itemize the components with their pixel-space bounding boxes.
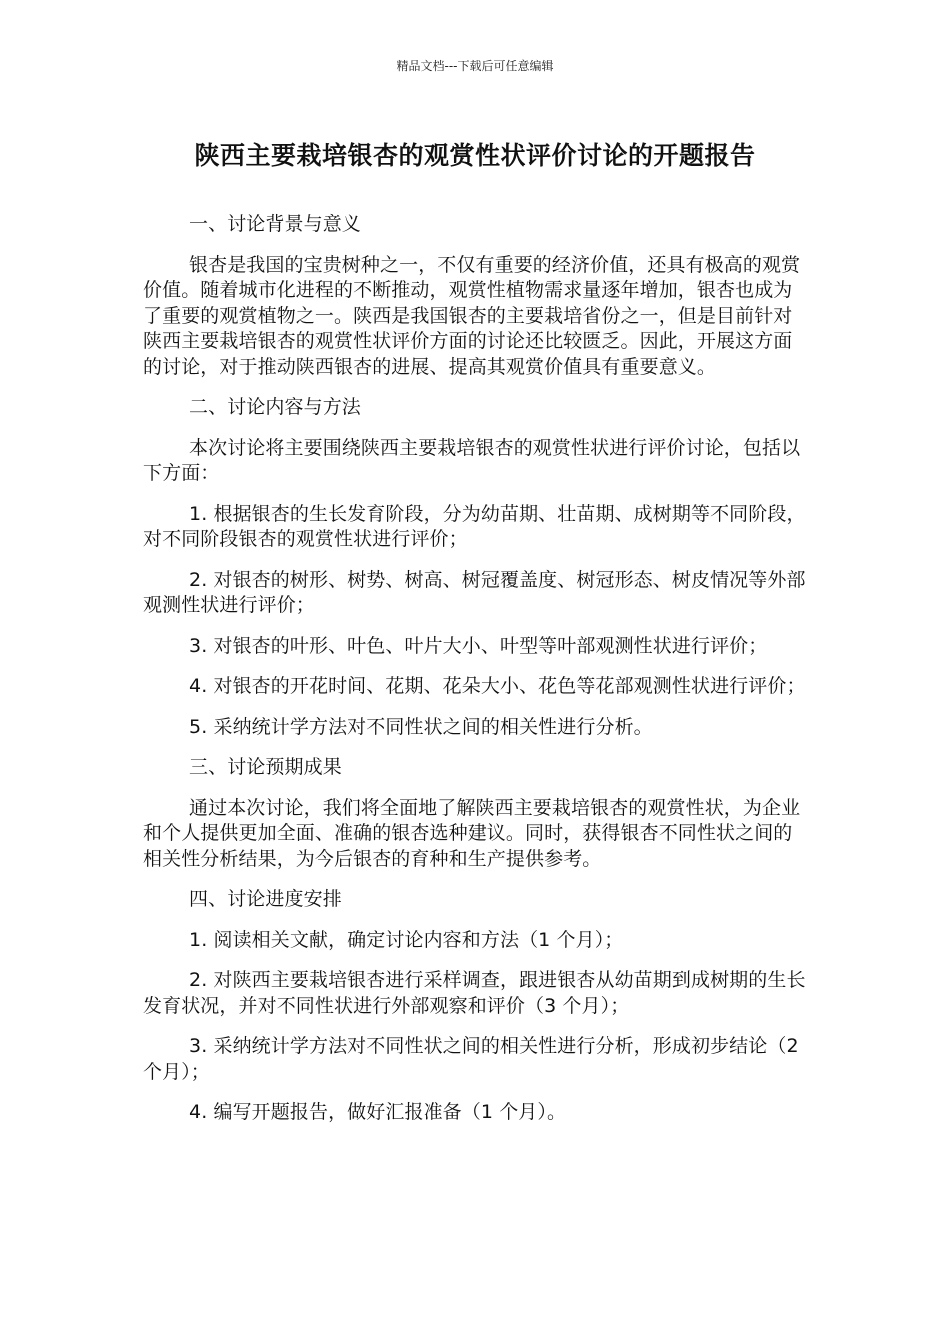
list-item-schedule-2: 2. 对陕西主要栽培银杏进行采样调查，跟进银杏从幼苗期到成树期的生长发育状况，并对不同性状进行外部观察和评价（3 个月）； (143, 969, 806, 1017)
header-note: 精品文档---下载后可任意编辑 (396, 59, 554, 73)
section-heading-content-methods: 二、讨论内容与方法 (189, 396, 361, 418)
paragraph-content-intro: 本次讨论将主要围绕陕西主要栽培银杏的观赏性状进行评价讨论，包括以下方面： (143, 436, 801, 484)
list-item-content-2: 2. 对银杏的树形、树势、树高、树冠覆盖度、树冠形态、树皮情况等外部观测性状进行评价； (143, 568, 806, 616)
section-heading-background: 一、讨论背景与意义 (189, 213, 361, 235)
paragraph-background: 银杏是我国的宝贵树种之一，不仅有重要的经济价值，还具有极高的观赏价值。随着城市化进程的不断推动，观赏性植物需求量逐年增加，银杏也成为了重要的观赏植物之一。陕西是我国银杏的主要栽培省份之一，但是目前针对陕西主要栽培银杏的观赏性状评价方面的讨论还比较匮乏。因此，开展这方面的讨论，对于推动陕西银杏的进展、提高其观赏价值具有重要意义。 (143, 253, 801, 378)
document-body (143, 212, 809, 1141)
list-item-schedule-1: 1. 阅读相关文献，确定讨论内容和方法（1 个月）； (189, 928, 624, 951)
list-item-content-3: 3. 对银杏的叶形、叶色、叶片大小、叶型等叶部观测性状进行评价； (189, 634, 768, 657)
list-item-schedule-4: 4. 编写开题报告，做好汇报准备（1 个月）。 (189, 1101, 567, 1123)
list-item-schedule-3: 3. 采纳统计学方法对不同性状之间的相关性进行分析，形成初步结论（2 个月）； (143, 1035, 799, 1083)
document-title: 陕西主要栽培银杏的观赏性状评价讨论的开题报告 (194, 141, 756, 170)
list-item-content-5: 5. 采纳统计学方法对不同性状之间的相关性进行分析。 (189, 715, 653, 738)
section-heading-schedule: 四、讨论进度安排 (189, 888, 342, 910)
paragraph-expected-results: 通过本次讨论，我们将全面地了解陕西主要栽培银杏的观赏性状，为企业和个人提供更加全面、准确的银杏选种建议。同时，获得银杏不同性状之间的相关性分析结果，为今后银杏的育种和生产提供参考。 (143, 796, 801, 870)
list-item-content-4: 4. 对银杏的开花时间、花期、花朵大小、花色等花部观测性状进行评价； (189, 675, 806, 697)
section-heading-expected-results: 三、讨论预期成果 (189, 756, 342, 778)
list-item-content-1: 1. 根据银杏的生长发育阶段，分为幼苗期、壮苗期、成树期等不同阶段，对不同阶段银杏的观赏性状进行评价； (143, 502, 806, 550)
